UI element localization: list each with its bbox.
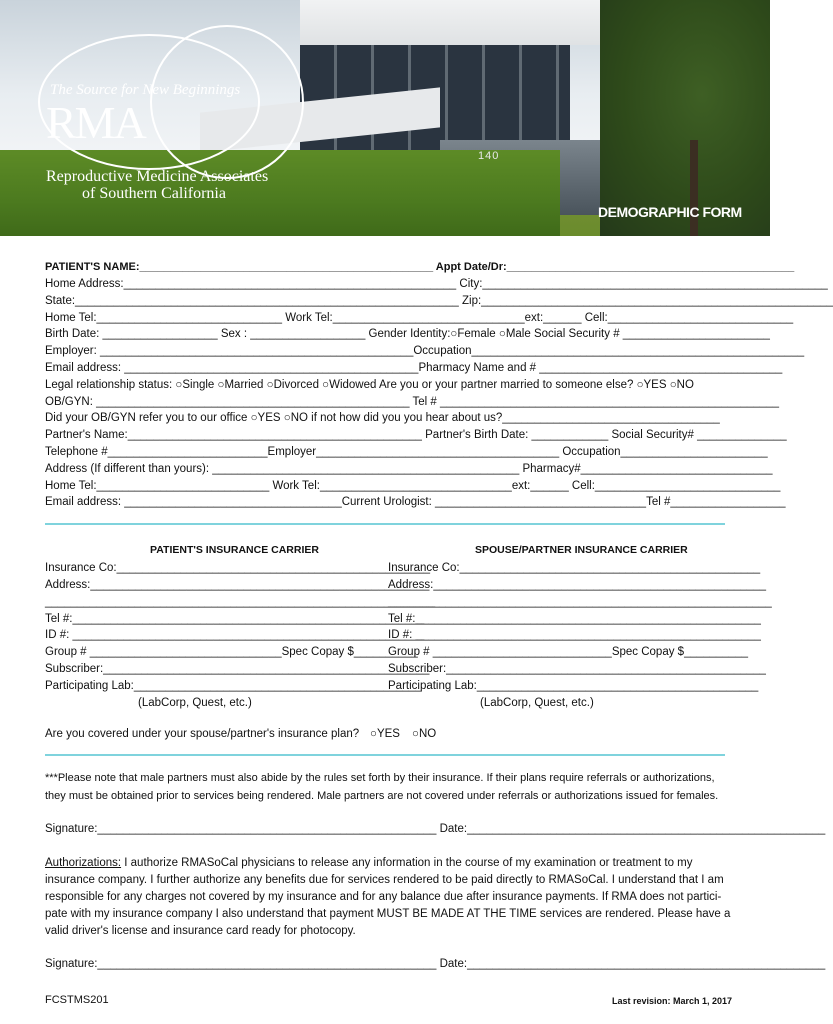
org-name-line1: Reproductive Medicine Associates — [46, 168, 269, 185]
spouse-insurance-address2[interactable]: ____________________________________________________________ — [388, 596, 772, 608]
field-birth-date[interactable]: Birth Date: __________________ Sex : __________________ Gender Identity:○Female ○Male Social Security # _______________________ — [45, 328, 770, 340]
patient-insurance-co[interactable]: Insurance Co:_________________________________________________ — [45, 562, 430, 574]
patient-lab-hint: (LabCorp, Quest, etc.) — [138, 697, 252, 709]
field-partner-home-tel[interactable]: Home Tel:___________________________ Work Tel:______________________________ext:______ Cell:_____________________________ — [45, 480, 781, 492]
field-partner-email[interactable]: Email address: __________________________________Current Urologist: _________________________________Tel #__________________ — [45, 496, 786, 508]
field-obgyn-referral[interactable]: Did your OB/GYN refer you to our office ○YES ○NO if not how did you you hear about us?__________________________________ — [45, 412, 720, 424]
signature-field-2[interactable]: Signature:_____________________________________________________ Date:________________________________________________________ — [45, 958, 826, 970]
covered-yes-option[interactable]: ○YES — [370, 728, 400, 740]
field-patient-name[interactable]: PATIENT'S NAME:________________________________________________ Appt Date/Dr:_______________________________________________ — [45, 261, 795, 273]
field-legal-status[interactable]: Legal relationship status: ○Single ○Married ○Divorced ○Widowed Are you or your partner married to someone else? ○YES ○NO — [45, 379, 694, 391]
divider-2 — [45, 754, 725, 756]
auth-line2: insurance company. I further authorize any benefits due for services rendered to be paid directly to RMASoCal. I understand that I am — [45, 874, 724, 886]
field-partner-telephone[interactable]: Telephone #_________________________Employer______________________________________ Occupation_______________________ — [45, 446, 768, 458]
spouse-insurance-title: SPOUSE/PARTNER INSURANCE CARRIER — [475, 544, 688, 556]
spouse-insurance-co[interactable]: Insurance Co:_______________________________________________ — [388, 562, 761, 574]
field-email[interactable]: Email address: ______________________________________________Pharmacy Name and # ______________________________________ — [45, 362, 783, 374]
field-partner-address[interactable]: Address (If different than yours): ________________________________________________ Pharmacy#______________________________ — [45, 463, 773, 475]
auth-line3: responsible for any charges not covered by my insurance and for any balance due after insurance payments. If RMA does not partici- — [45, 891, 722, 903]
patient-insurance-id[interactable]: ID #: _______________________________________________________ — [45, 629, 425, 641]
auth-label: Authorizations: — [45, 857, 122, 869]
auth-line4: pate with my insurance company I also understand that payment MUST BE MADE AT THE TIME services are rendered. Please have a — [45, 908, 731, 920]
form-title: DEMOGRAPHIC FORM — [598, 204, 742, 220]
patient-insurance-lab[interactable]: Participating Lab:_____________________________________________ — [45, 680, 422, 692]
spouse-insurance-lab[interactable]: Participating Lab:____________________________________________ — [388, 680, 759, 692]
male-partner-note-line2: they must be obtained prior to services being rendered. Male partners are not covered under referrals or authorizations issued for females. — [45, 790, 719, 802]
patient-insurance-tel[interactable]: Tel #:_______________________________________________________ — [45, 613, 425, 625]
org-name-line2: of Southern California — [82, 185, 226, 202]
male-partner-note-line1: ***Please note that male partners must also abide by the rules set forth by their insurance. If their plans require referrals or authorizations, — [45, 772, 715, 784]
last-revision: Last revision: March 1, 2017 — [612, 996, 733, 1006]
building-number: 140 — [478, 150, 500, 162]
tree — [600, 0, 770, 236]
spouse-insurance-address[interactable]: Address:____________________________________________________ — [388, 579, 766, 591]
form-code: FCSTMS201 — [45, 994, 109, 1006]
field-obgyn[interactable]: OB/GYN: _________________________________________________ Tel # _____________________________________________________ — [45, 396, 779, 408]
patient-insurance-address[interactable]: Address:_____________________________________________________ — [45, 579, 430, 591]
auth-text-1: I authorize RMASoCal physicians to release any information in the course of my examination or treatment to my — [121, 857, 693, 869]
spouse-insurance-subscriber[interactable]: Subscriber:__________________________________________________ — [388, 663, 766, 675]
field-partner-name[interactable]: Partner's Name:______________________________________________ Partner's Birth Date: ____________ Social Security# ______________ — [45, 429, 787, 441]
tree-trunk — [690, 140, 698, 236]
patient-insurance-title: PATIENT'S INSURANCE CARRIER — [150, 544, 319, 556]
field-employer[interactable]: Employer: _________________________________________________Occupation____________________________________________________ — [45, 345, 805, 357]
covered-question: Are you covered under your spouse/partner's insurance plan? — [45, 728, 360, 740]
field-state[interactable]: State:____________________________________________________________ Zip:_______________________________________________________ — [45, 295, 833, 307]
patient-insurance-address2[interactable]: _____________________________________________________________ — [45, 596, 436, 608]
patient-insurance-subscriber[interactable]: Subscriber:___________________________________________________ — [45, 663, 430, 675]
field-home-address[interactable]: Home Address:____________________________________________________ City:______________________________________________________ — [45, 278, 828, 290]
signature-field-1[interactable]: Signature:_____________________________________________________ Date:________________________________________________________ — [45, 823, 826, 835]
covered-no-option[interactable]: ○NO — [412, 728, 437, 740]
spouse-lab-hint: (LabCorp, Quest, etc.) — [480, 697, 594, 709]
header-banner — [0, 0, 770, 236]
logo-rma: RMA — [46, 97, 145, 148]
spouse-insurance-group[interactable]: Group # ____________________________Spec Copay $__________ — [388, 646, 749, 658]
auth-line1 — [45, 856, 693, 870]
divider-1 — [45, 523, 725, 525]
spouse-insurance-id[interactable]: ID #: ______________________________________________________ — [388, 629, 761, 641]
patient-insurance-group[interactable]: Group # ______________________________Spec Copay $__________ — [45, 646, 418, 658]
spouse-insurance-tel[interactable]: Tel #:______________________________________________________ — [388, 613, 761, 625]
building-top — [300, 0, 610, 45]
auth-line5: valid driver's license and insurance card ready for photocopy. — [45, 925, 356, 937]
logo-tagline: The Source for New Beginnings — [50, 82, 241, 98]
field-home-tel[interactable]: Home Tel:_____________________________ Work Tel:______________________________ext:______ Cell:_____________________________ — [45, 312, 794, 324]
logo-ring-right — [150, 25, 304, 179]
